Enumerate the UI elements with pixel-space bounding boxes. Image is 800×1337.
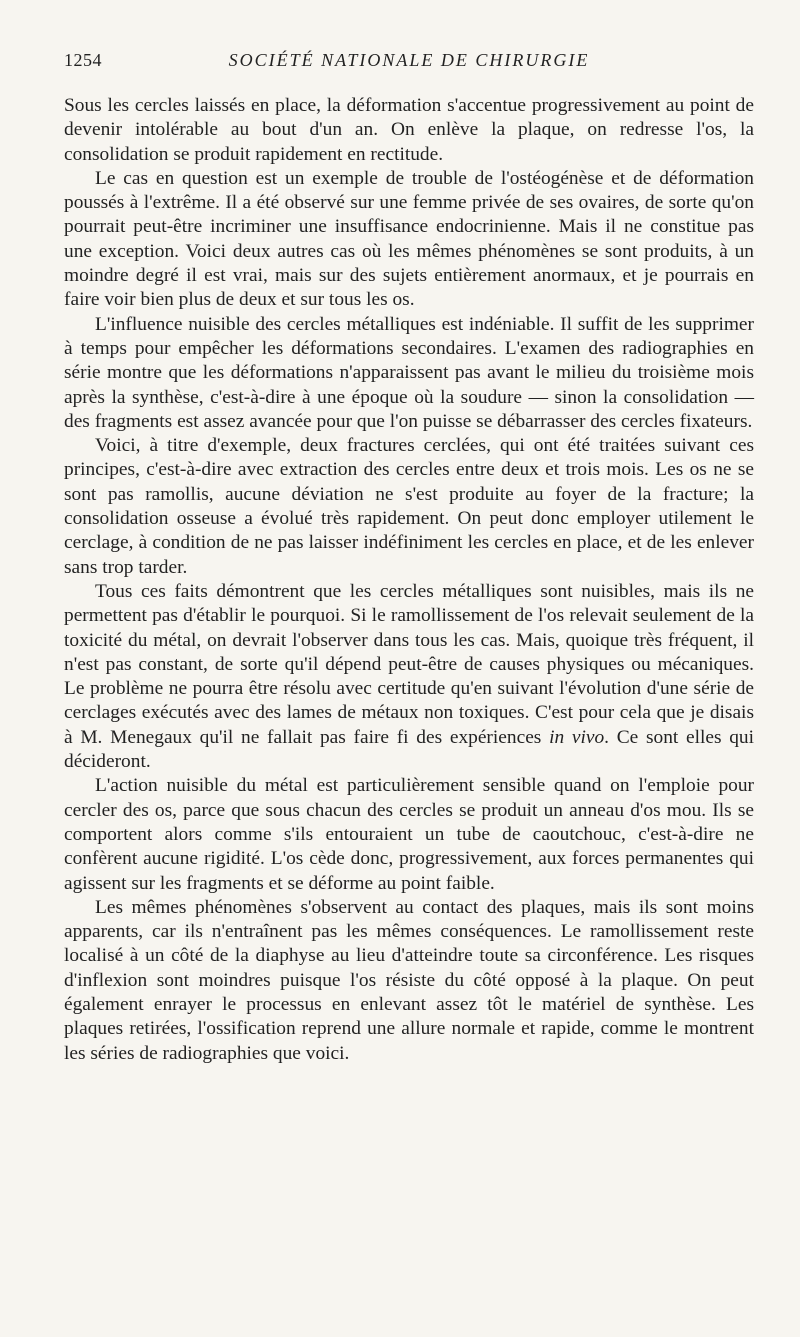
paragraph-7: Les mêmes phénomènes s'observent au contact des plaques, mais ils sont moins apparents, car ils n'entraînent pas les mêmes conséquences. Le ramollissement reste localisé à un côté de la diaphyse au lieu d'atteindre toute sa circonférence. Les risques d'inflexion sont moindres puisque l'os résiste du côté opposé à la plaque. On peut également enrayer le processus en enlevant assez tôt le matériel de synthèse. Les plaques retirées, l'ossification reprend une allure normale et rapide, comme le montrent les séries de radiographies que voici. (64, 896, 754, 1064)
paragraph-5-italic-term: in vivo (549, 726, 605, 748)
paragraph-5-text-before: Tous ces faits démontrent que les cercles métalliques sont nuisibles, mais ils ne permettent pas d'établir le pourquoi. Si le ramollissement de l'os relevait seulement de la toxicité du métal, on devrait l'observer dans tous les cas. Mais, quoique très fréquent, il n'est pas constant, de sorte qu'il dépend peut-être de causes physiques ou mécaniques. Le problème ne pourra être résolu avec certitude qu'en suivant l'évolution d'une série de cerclages exécutés avec des lames de métaux non toxiques. C'est pour cela que je disais à M. Menegaux qu'il ne fallait pas faire fi des expériences (64, 580, 754, 748)
page-header (64, 50, 754, 74)
paragraph-6: L'action nuisible du métal est particulièrement sensible quand on l'emploie pour cercler des os, parce que sous chacun des cercles se produit un anneau d'os mou. Ils se comportent alors comme s'ils entouraient un tube de caoutchouc, c'est-à-dire ne confèrent aucune rigidité. L'os cède donc, progressivement, aux forces permanentes qui agissent sur les fragments et se déforme au point faible. (64, 775, 754, 894)
paragraph-2: Le cas en question est un exemple de trouble de l'ostéogénèse et de déformation poussés à l'extrême. Il a été observé sur une femme privée de ses ovaires, de sorte qu'on pourrait peut-être incriminer une insuffisance endocrinienne. Mais il ne constitue pas une exception. Voici deux autres cas où les mêmes phénomènes se sont produits, à un moindre degré il est vrai, mais sur des sujets entièrement anormaux, et je pourrais en faire voir bien plus de deux et sur tous les os. (64, 167, 754, 311)
body-text (64, 94, 754, 1066)
paragraph-1: Sous les cercles laissés en place, la déformation s'accentue progressivement au point de devenir intolérable au bout d'un an. On enlève la plaque, on redresse l'os, la consolidation se produit rapidement en rectitude. (64, 95, 754, 165)
paragraph-5 (64, 580, 754, 774)
paragraph-4: Voici, à titre d'exemple, deux fractures cerclées, qui ont été traitées suivant ces principes, c'est-à-dire avec extraction des cercles entre deux et trois mois. Les os ne se sont pas ramollis, aucune déviation ne s'est produite au foyer de la fracture; la consolidation osseuse a évolué très rapidement. On peut donc employer utilement le cerclage, à condition de ne pas laisser indéfiniment les cercles en place, et de les enlever sans trop tarder. (64, 435, 754, 578)
paragraph-3: L'influence nuisible des cercles métalliques est indéniable. Il suffit de les supprimer à temps pour empêcher les déformations secondaires. L'examen des radiographies en série montre que les déformations n'apparaissent pas avant le milieu du troisième mois après la synthèse, c'est-à-dire à une époque où la soudure — sinon la consolidation — des fragments est assez avancée pour que l'on puisse se débarrasser des cercles fixateurs. (64, 313, 754, 432)
paragraph-5-text-after: . Ce sont elles qui décideront. (64, 726, 755, 773)
running-title: SOCIÉTÉ NATIONALE DE CHIRURGIE (228, 50, 590, 70)
page-number: 1254 (64, 50, 102, 70)
